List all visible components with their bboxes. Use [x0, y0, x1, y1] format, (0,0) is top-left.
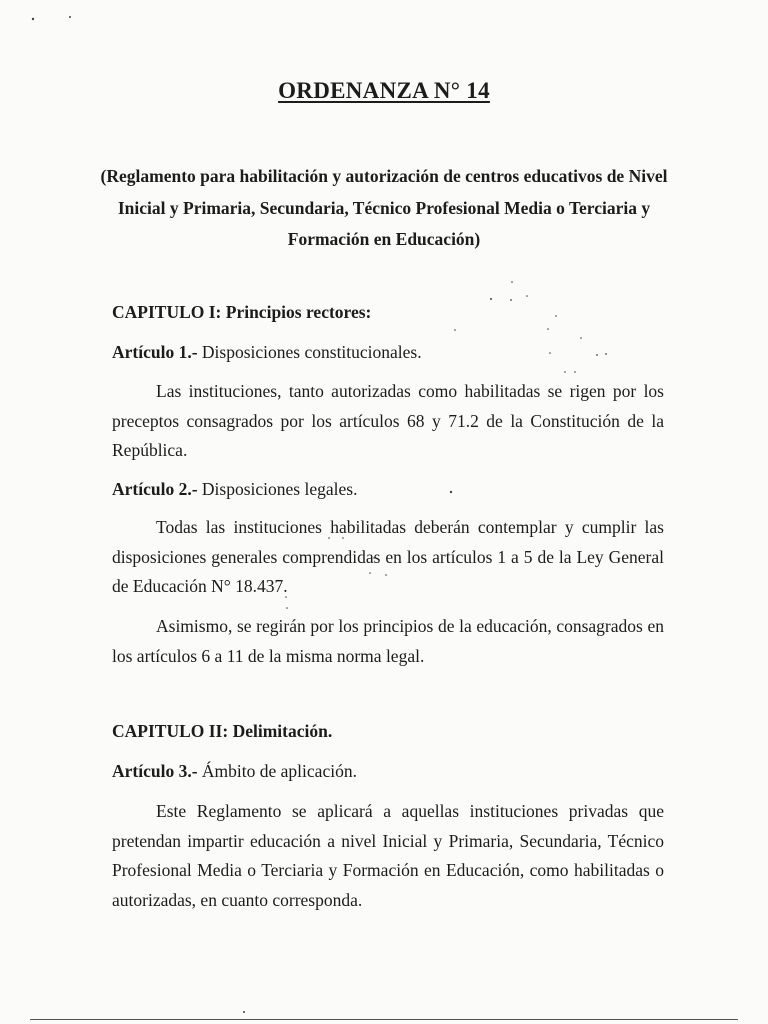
article-3-number: Artículo 3.-	[112, 761, 198, 781]
article-3-paragraph: Este Reglamento se aplicará a aquellas instituciones privadas que pretendan impartir educación a nivel Inicial y Primaria, Secundaria, Técnico Profesional Media o Terciaria y Formación en Educación, como habilitadas o autorizadas, en cuanto corresponda.	[112, 801, 664, 910]
article-1-number: Artículo 1.-	[112, 342, 198, 362]
article-1-paragraph: Las instituciones, tanto autorizadas como habilitadas se rigen por los preceptos consagrados por los artículos 68 y 71.2 de la Constitución de la República.	[112, 381, 664, 460]
article-2-title: Disposiciones legales.	[197, 479, 358, 499]
document-title-text: ORDENANZA N° 14	[278, 78, 490, 103]
chapter-1-heading: CAPITULO I: Principios rectores:	[112, 302, 372, 322]
article-3-heading	[112, 761, 664, 782]
article-2-paragraph-2: Asimismo, se regirán por los principios de la educación, consagrados en los artículos 6 a 11 de la misma norma legal.	[112, 616, 664, 666]
article-2-heading	[112, 479, 664, 500]
article-1-heading	[112, 342, 664, 363]
document-title	[0, 78, 768, 104]
article-1-title: Disposiciones constitucionales.	[197, 342, 422, 362]
article-2-paragraph-1: Todas las instituciones habilitadas deberán contemplar y cumplir las disposiciones generales comprendidas en los artículos 1 a 5 de la Ley General de Educación N° 18.437.	[112, 517, 664, 596]
article-2-number: Artículo 2.-	[112, 479, 198, 499]
document-subtitle: (Reglamento para habilitación y autorización de centros educativos de Nivel Inicial y Primaria, Secundaria, Técnico Profesional Media o Terciaria y Formación en Educación)	[100, 166, 668, 249]
chapter-2-heading: CAPITULO II: Delimitación.	[112, 721, 333, 741]
scan-edge-line	[30, 1019, 738, 1020]
article-3-title: Ámbito de aplicación.	[197, 761, 357, 781]
